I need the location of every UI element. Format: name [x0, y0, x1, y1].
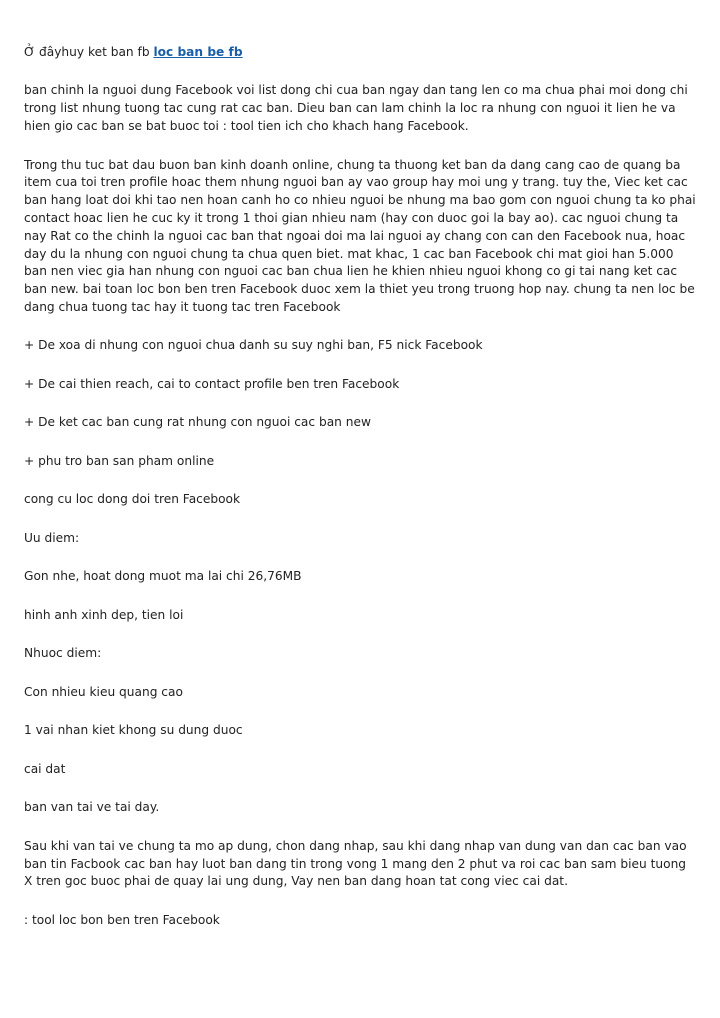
paragraph: + De xoa di nhung con nguoi chua danh su suy nghi ban, F5 nick Facebook [24, 338, 483, 353]
paragraph: Nhuoc diem: [24, 646, 102, 661]
intro-paragraph [24, 44, 696, 62]
paragraph: Uu diem: [24, 530, 80, 545]
intro-text: Ở đâyhuy ket ban fb [24, 45, 154, 59]
paragraph: 1 vai nhan kiet khong su dung duoc [24, 723, 243, 738]
paragraph: ban chinh la nguoi dung Facebook voi list dong chi cua ban ngay dan tang len co ma chua phai moi dong chi trong list nhung tuong tac cung rat cac ban. Dieu ban can lam chinh la loc ra nhung con nguoi it lien he va hien gio cac ban se bat buoc toi : tool tien ich cho khach hang Facebook. [24, 83, 688, 134]
paragraph: : tool loc bon ben tren Facebook [24, 912, 220, 927]
paragraph: hinh anh xinh dep, tien loi [24, 607, 184, 622]
paragraph: cai dat [24, 761, 66, 776]
paragraph: Sau khi van tai ve chung ta mo ap dung, chon dang nhap, sau khi dang nhap van dung van dan cac ban vao ban tin Facbook cac ban hay luot ban dang tin trong vong 1 mang den 2 phut va roi cac ban sam bieu tuong X tren goc buoc phai de quay lai ung dung, Vay nen ban dang hoan tat cong viec cai dat. [24, 838, 687, 889]
paragraph: Trong thu tuc bat dau buon ban kinh doanh online, chung ta thuong ket ban da dang cang cao de quang ba item cua toi tren profile hoac them nhung nguoi ban ay vao group hay moi ung y trang. tuy the, Viec ket cac ban hang loat doi khi tao nen hoan canh ho co nhieu nguoi be nhung ma bao gom con nguoi chung ta ko phai contact hoac lien he cuc ky it trong 1 thoi gian nhieu nam (hay con duoc goi la bay ao). cac nguoi chung ta nay Rat co the chinh la nguoi cac ban that ngoai doi ma lai nguoi ay chang con can den Facebook nua, hoac day du la nhung con nguoi chung ta chua quen biet. mat khac, 1 cac ban Facebook chi mat gioi han 5.000 ban nen viec gia han nhung con nguoi cac ban chua lien he khien nhieu nguoi khong co gi tai nang ket cac ban new. bai toan loc bon ben tren Facebook duoc xem la thiet yeu trong truong hop nay. chung ta nen loc be dang chua tuong tac hay it tuong tac tren Facebook [24, 157, 696, 314]
paragraph: + De ket cac ban cung rat nhung con nguoi cac ban new [24, 415, 371, 430]
paragraph: cong cu loc dong doi tren Facebook [24, 492, 241, 507]
paragraph: ban van tai ve tai day. [24, 800, 160, 815]
paragraph: + De cai thien reach, cai to contact profile ben tren Facebook [24, 376, 400, 391]
article-body [24, 44, 696, 950]
paragraph: + phu tro ban san pham online [24, 453, 215, 468]
paragraph: Gon nhe, hoat dong muot ma lai chi 26,76MB [24, 569, 302, 584]
paragraph: Con nhieu kieu quang cao [24, 684, 183, 699]
loc-ban-be-fb-link[interactable]: loc ban be fb [153, 45, 243, 59]
